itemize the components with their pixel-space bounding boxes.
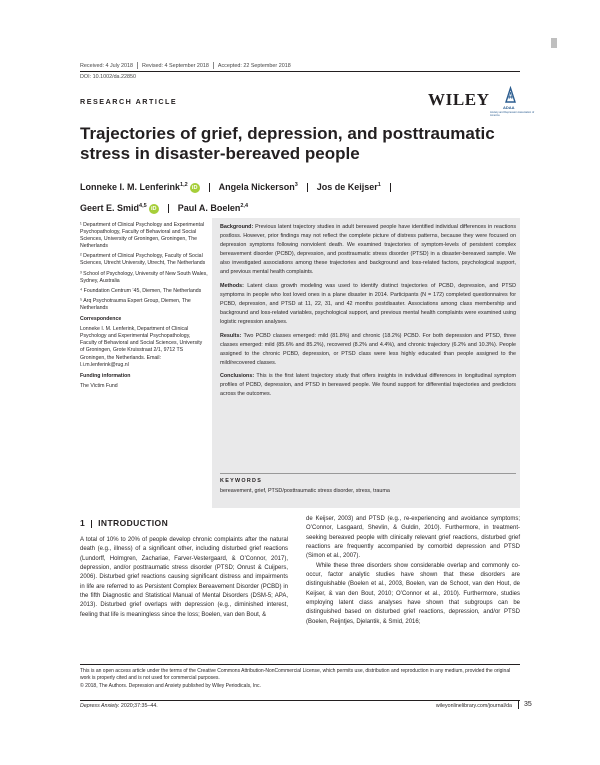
divider — [168, 204, 169, 213]
abstract-text: Latent class growth modeling was used to identify distinct trajectories of PCBD, depression, and PTSD symptoms in people who lost loved ones in a plane disaster in 2014. Participants (N = 172) completed questionnaires for PCBD, depression, and PTSD at 11, 22, 31, and 42 months postdisaster. Associations among class membership and background and loss-related variables, psychological support, and previous mental health complaints were examined using logistic regression analyses. — [220, 282, 516, 325]
divider — [307, 183, 308, 192]
author-list — [80, 176, 520, 218]
divider — [518, 700, 519, 709]
author-affil-sup: 1 — [377, 182, 381, 188]
orcid-icon[interactable]: iD — [190, 183, 200, 193]
abstract-label: Conclusions: — [220, 373, 255, 380]
divider — [91, 520, 92, 528]
divider — [213, 62, 214, 69]
author-affil-sup: 4,5 — [139, 203, 147, 209]
journal-ref: 2020;37:35–44. — [119, 703, 158, 709]
footer-bottom-rule — [80, 700, 520, 701]
abstract-text: Previous latent trajectory studies in adult bereaved people have identified individual differences in reactions postloss. However, prior findings may not reflect the complete picture of distress patterns, because they were focused on depression symptoms following nonviolent death. We examined trajectories of symptom-levels of persistent complex bereavement disorder (PCBD), depression, and posttraumatic stress disorder (PTSD) in a disaster-bereaved sample. We also investigated associations among these trajectories and background and loss-related factors, psychological support, and previous mental health complaints. — [220, 224, 517, 276]
section-heading — [80, 518, 168, 528]
keywords-rule — [220, 473, 516, 474]
divider — [137, 62, 138, 69]
article-dates — [80, 62, 291, 69]
article-type: RESEARCH ARTICLE — [80, 97, 178, 106]
affiliation: ³ School of Psychology, University of New South Wales, Sydney, Australia — [80, 270, 208, 284]
author-affil-sup: 2,4 — [240, 203, 249, 209]
author-name: Paul A. Boelen — [177, 203, 241, 213]
body-paragraph: A total of 10% to 20% of people develop chronic complaints after the natural death (e.g., illness) of a significant other, including disturbed grief reactions (Lundorff, Holmgren, Zachariae, Farver-Vestergaard, & O’Connor, 2017), depression, and/or posttraumatic stress disorder (PTSD; Onrust & Cuijpers, 2006). Disturbed grief reactions causing significant distress and impairments in life are referred to as Persistent Complex Bereavement Disorder (PCBD) in the fifth Diagnostic and Statistical Manual of Mental Disorders (DSM-5; APA, 2013). Disturbed grief overlaps with depression (e.g., diminished interest, feeling that life is meaningless since the loss; Boelen, van den Bout, & — [80, 537, 288, 618]
society-name: Anxiety and Depression Association of America — [490, 111, 535, 118]
abstract-background — [220, 223, 516, 277]
abstract-text: This is the first latent trajectory study that offers insights in individual differences in longitudinal symptom profiles of PCBD, depression, and PTSD in bereaved people. We found support for differential trajectories and predictors across the outcomes. — [220, 373, 516, 398]
abstract-results — [220, 332, 516, 368]
license-note — [80, 668, 520, 690]
correspondence-heading: Correspondence — [80, 316, 122, 323]
abstract — [220, 223, 516, 404]
affiliation: ¹ Department of Clinical Psychology and Experimental Psychopathology, Faculty of Behavioral and Social Sciences, University of Groningen, Groningen, The Netherlands — [80, 222, 204, 250]
journal-website-link[interactable]: wileyonlinelibrary.com/journal/da — [435, 703, 512, 709]
keywords: bereavement, grief, PTSD/posttraumatic stress disorder, stress, trauma — [220, 488, 390, 494]
abstract-text: Two PCBD classes emerged: mild (81.8%) and chronic (18.2%) PCBD. For both depression and PTSD, three classes emerged: mild (85.6% and 85.2%), recovered (8.2% and 4.4%), and chronic trajectory (6.2% and 10.3%). People assigned to the chronic PCBD, depression, or PTSD class were less highly educated than people assigned to the mild/recovered classes. — [220, 332, 516, 366]
received-date: Received: 4 July 2018 — [80, 62, 134, 69]
copyright-text: © 2018, The Authors. Depression and Anxiety published by Wiley Periodicals, Inc. — [80, 682, 261, 689]
abstract-label: Background: — [220, 224, 254, 230]
author-name: Jos de Keijser — [316, 182, 378, 192]
author-affil-sup: 1,2 — [180, 182, 188, 188]
header-rule — [80, 71, 520, 72]
journal-name: Depress Anxiety. — [80, 703, 120, 709]
author-name: Lonneke I. M. Lenferink — [80, 182, 181, 192]
article-title: Trajectories of grief, depression, and posttraumatic stress in disaster-bereaved people — [80, 124, 495, 163]
funding-text: The Victim Fund — [80, 382, 118, 389]
page-number: 35 — [524, 701, 532, 708]
body-column-right — [306, 515, 520, 627]
author-affil-sup: 3 — [294, 182, 298, 188]
affiliation: ² Department of Clinical Psychology, Faculty of Social Sciences, Utrecht University, Utrecht, The Netherlands — [80, 253, 206, 267]
correspondence-text: Lonneke I. M. Lenferink, Department of Clinical Psychology and Experimental Psychopathology, Faculty of Behavioral and Social Sciences, University of Groningen, Grote Kruisstraat 2/1, 9712 TS Groningen, the Netherlands. Email: l.i.m.lenferink@rug.nl — [80, 326, 203, 368]
body-paragraph: de Keijser, 2003) and PTSD (e.g., re-experiencing and avoidance symptoms; O’Connor, Lasgaard, Shevlin, & Guldin, 2010). Furthermore, in treatment-seeking bereaved people with clinically relevant grief reactions, disturbed grief reactions are frequently accompanied by comorbid depression and PTSD (Simon et al., 2007). — [306, 516, 520, 560]
publisher-logo: WILEY — [428, 90, 490, 109]
funding-heading: Funding information — [80, 372, 131, 379]
affiliations-column — [80, 222, 208, 393]
accepted-date: Accepted: 22 September 2018 — [217, 62, 291, 69]
author-name: Angela Nickerson — [218, 182, 295, 192]
abstract-label: Results: — [220, 332, 242, 339]
abstract-conclusions — [220, 372, 516, 399]
abstract-methods — [220, 282, 516, 327]
affiliation: ⁴ Foundation Centrum ’45, Diemen, The Netherlands — [80, 287, 202, 294]
license-text: This is an open access article under the terms of the Creative Commons Attribution-NonCommercial License, which permits use, distribution and reproduction in any medium, provided the original work is properly cited and is not used for commercial purposes. — [80, 668, 511, 682]
doi: DOI: 10.1002/da.22850 — [80, 74, 137, 80]
page-corner-marker — [551, 38, 557, 48]
footer-rule — [80, 664, 520, 665]
journal-citation — [80, 703, 158, 709]
author-name: Geert E. Smid — [80, 203, 140, 213]
abstract-label: Methods: — [220, 282, 244, 289]
keywords-heading: KEYWORDS — [220, 478, 263, 484]
society-abbrev: ADAA — [503, 105, 515, 110]
section-title: INTRODUCTION — [98, 518, 169, 528]
affiliation: ⁵ Arq Psychotrauma Expert Group, Diemen, The Netherlands — [80, 297, 191, 311]
divider — [390, 183, 391, 192]
revised-date: Revised: 4 September 2018 — [142, 62, 209, 69]
body-paragraph: While these three disorders show considerable overlap and commonly co-occur, factor analytic studies have shown that these disorders are distinguishable (Boelen et al., 2003, Boelen, van de Schoot, van den Hout, de Keijser, & van den Bout, 2010; O’Connor et al., 2010). Furthermore, studies employing latent class analyses have shown that subgroups can be distinguished based on disturbed grief reactions, depression, and/or PTSD (Boelen, Reijntjes, Djelantik, & Smid, 2016; — [306, 562, 520, 625]
divider — [209, 183, 210, 192]
section-number: 1 — [80, 518, 86, 528]
orcid-icon[interactable]: iD — [149, 204, 159, 214]
body-column-left — [80, 536, 288, 620]
